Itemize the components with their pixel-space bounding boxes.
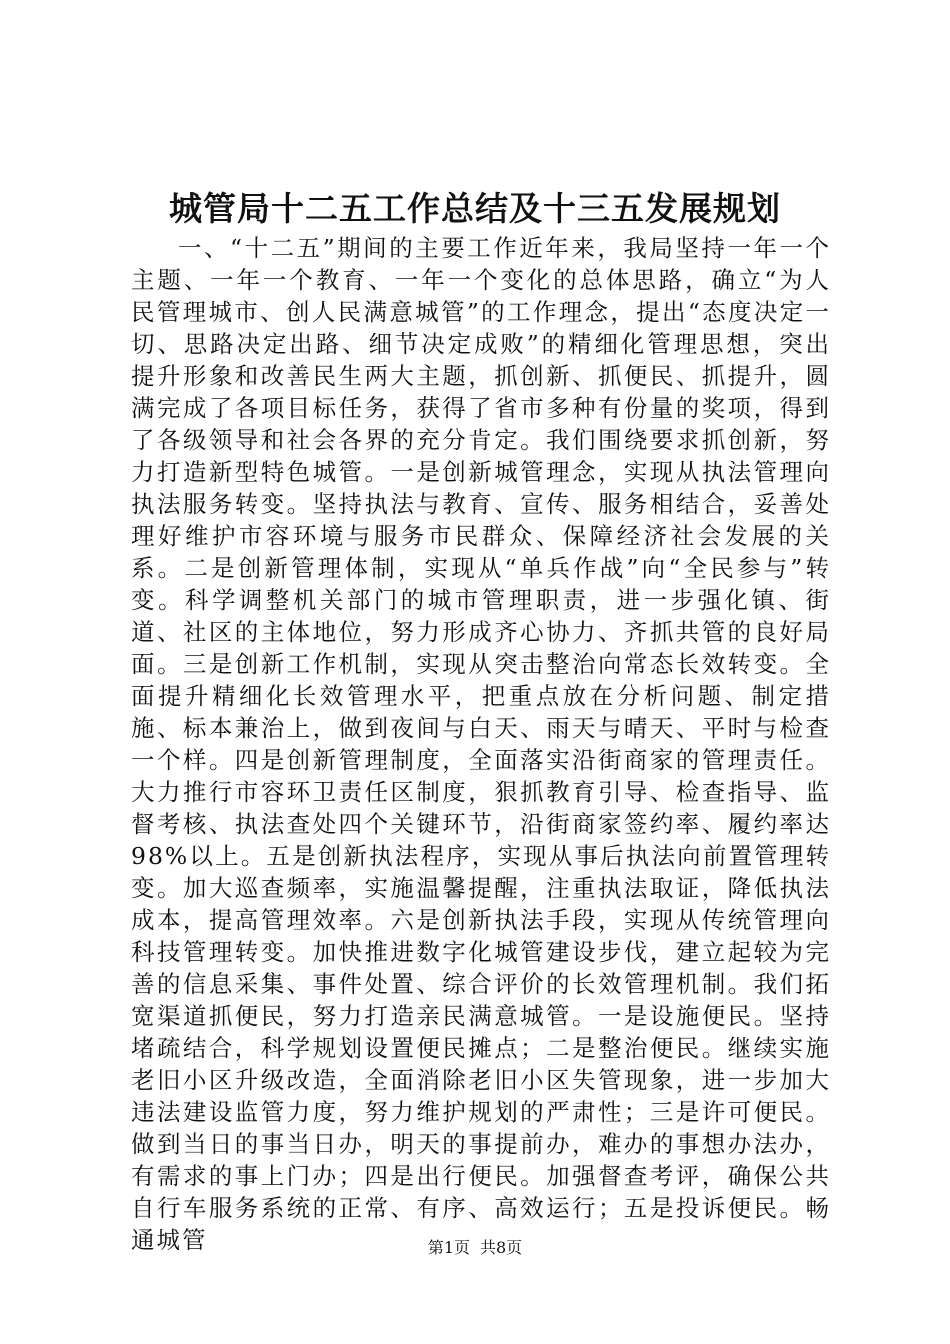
document-title: 城管局十二五工作总结及十三五发展规划 xyxy=(169,189,781,228)
page-footer xyxy=(0,1236,950,1260)
page-number-total: 共8页 xyxy=(480,1238,523,1257)
page-number-current: 第1页 xyxy=(427,1238,470,1257)
document-body-paragraph: 一、“十二五”期间的主要工作近年来，我局坚持一年一个主题、一年一个教育、一年一个变化的总体思路，确立“为人民管理城市、创人民满意城管”的工作理念，提出“态度决定一切、思路决定出路、细节决定成败”的精细化管理思想，突出提升形象和改善民生两大主题，抓创新、抓便民、抓提升，圆满完成了各项目标任务，获得了省市多种有份量的奖项，得到了各级领导和社会各界的充分肯定。我们围绕要求抓创新，努力打造新型特色城管。一是创新城管理念，实现从执法管理向执法服务转变。坚持执法与教育、宣传、服务相结合，妥善处理好维护市容环境与服务市民群众、保障经济社会发展的关系。二是创新管理体制，实现从“单兵作战”向“全民参与”转变。科学调整机关部门的城市管理职责，进一步强化镇、街道、社区的主体地位，努力形成齐心协力、齐抓共管的良好局面。三是创新工作机制，实现从突击整治向常态长效转变。全面提升精细化长效管理水平，把重点放在分析问题、制定措施、标本兼治上，做到夜间与白天、雨天与晴天、平时与检查一个样。四是创新管理制度，全面落实沿街商家的管理责任。大力推行市容环卫责任区制度，狠抓教育引导、检查指导、监督考核、执法查处四个关键环节，沿街商家签约率、履约率达98%以上。五是创新执法程序，实现从事后执法向前置管理转变。加大巡查频率，实施温馨提醒，注重执法取证，降低执法成本，提高管理效率。六是创新执法手段，实现从传统管理向科技管理转变。加快推进数字化城管建设步伐，建立起较为完善的信息采集、事件处置、综合评价的长效管理机制。我们拓宽渠道抓便民，努力打造亲民满意城管。一是设施便民。坚持堵疏结合，科学规划设置便民摊点；二是整治便民。继续实施老旧小区升级改造，全面消除老旧小区失管现象，进一步加大违法建设监管力度，努力维护规划的严肃性；三是许可便民。做到当日的事当日办，明天的事提前办，难办的事想办法办，有需求的事上门办；四是出行便民。加强督查考评，确保公共自行车服务系统的正常、有序、高效运行；五是投诉便民。畅通城管 xyxy=(131,234,831,1254)
